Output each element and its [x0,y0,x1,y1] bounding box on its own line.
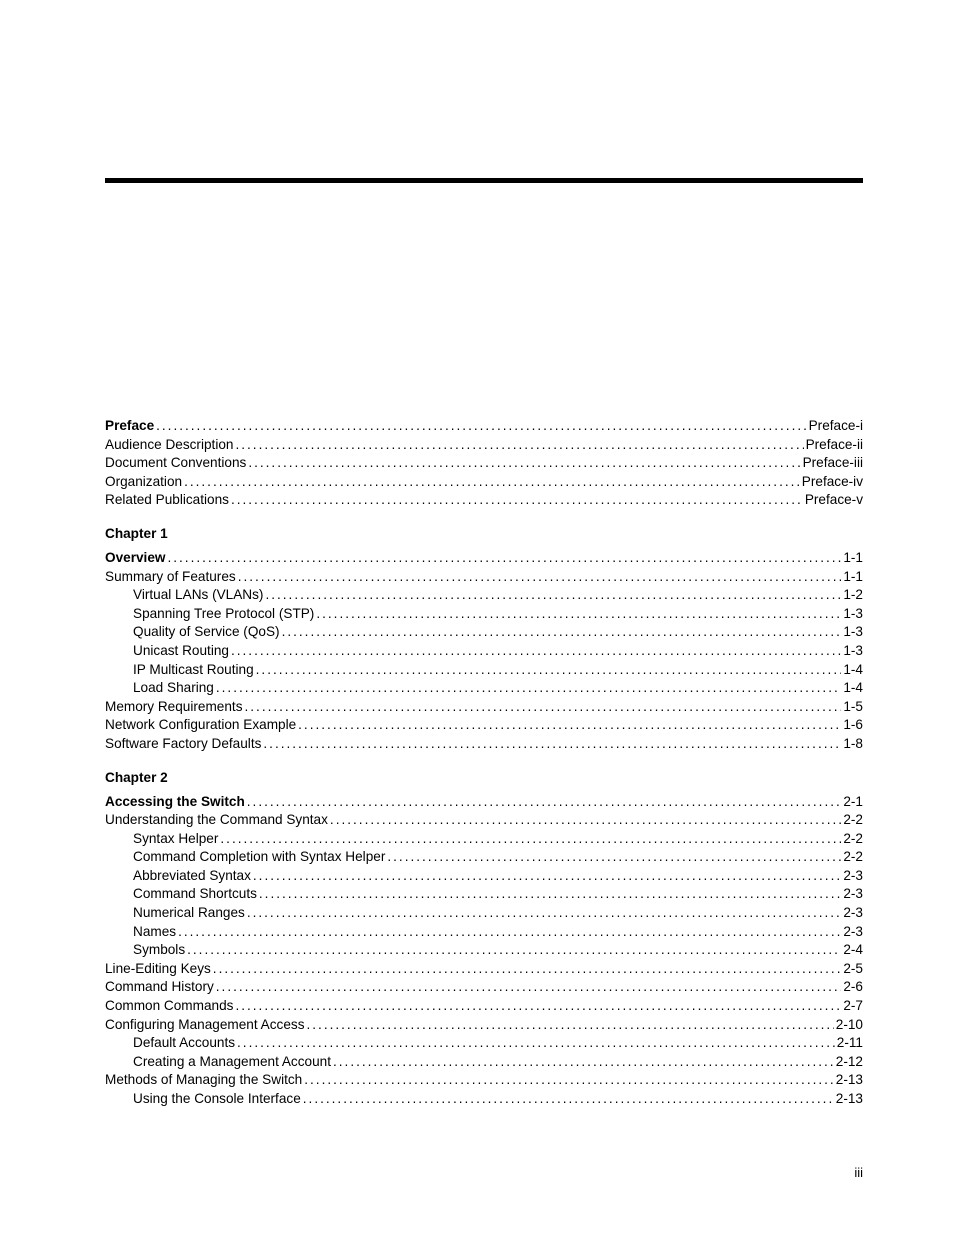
toc-entry[interactable] [105,997,863,1016]
toc-entry[interactable] [105,454,863,473]
toc-entry[interactable] [105,735,863,754]
dot-leader [167,549,841,568]
toc-entry[interactable] [105,960,863,979]
toc-entry-label: Common Commands [105,998,234,1014]
top-rule [105,178,863,183]
dot-leader [256,661,842,680]
toc-entry[interactable] [105,941,863,960]
dot-leader [248,454,800,473]
toc-entry-page: 2-2 [843,849,863,865]
toc-entry[interactable] [105,848,863,867]
toc-entry-label: Spanning Tree Protocol (STP) [133,605,315,621]
dot-leader [330,811,841,830]
toc-entry-page: 1-3 [843,624,863,640]
toc-entry-page: 2-12 [835,1053,863,1069]
toc-entry-page: Preface-i [808,418,863,433]
toc-entry-page: 2-2 [843,830,863,846]
toc-entry-page: 1-3 [843,605,863,621]
toc-entry[interactable] [105,436,863,455]
toc-entry[interactable] [105,623,863,642]
chapter-heading: Chapter 2 [105,769,168,785]
toc-entry[interactable] [105,491,863,510]
dot-leader [184,473,800,492]
toc-entry-label: Using the Console Interface [133,1091,301,1106]
toc-entry-label: Overview [105,549,166,565]
toc-entry[interactable] [105,605,863,624]
toc-entry-label: Software Factory Defaults [105,735,262,751]
dot-leader [231,642,841,661]
dot-leader [247,793,842,812]
toc-entry[interactable] [105,586,863,605]
toc-entry-page: 2-4 [843,942,863,958]
toc-entry[interactable] [105,830,863,849]
toc-entry-label: Methods of Managing the Switch [105,1072,303,1088]
dot-leader [216,978,842,997]
dot-leader [263,735,841,754]
dot-leader [235,436,803,455]
toc-entry-page: 1-1 [843,568,863,584]
toc-entry-label: Audience Description [105,436,234,452]
toc-entry-label: Accessing the Switch [105,793,245,809]
toc-entry-page: 2-3 [843,886,863,902]
section-spacer [105,754,863,769]
toc-entry-page: 1-8 [843,735,863,751]
toc-entry[interactable] [105,642,863,661]
toc-entry-page: 1-4 [843,680,863,696]
toc-entry-label: Load Sharing [133,680,214,696]
toc-entry-page: Preface-v [804,492,863,508]
dot-leader [216,679,841,698]
toc-entry[interactable] [105,473,863,492]
toc-entry-page: 2-7 [843,998,863,1014]
dot-leader [265,586,841,605]
toc-entry-label: Abbreviated Syntax [133,867,251,883]
toc-entry[interactable] [105,923,863,942]
toc-entry-page: Preface-iii [802,455,863,471]
dot-leader [304,1071,834,1090]
toc-entry[interactable] [105,716,863,735]
chapter-heading: Chapter 1 [105,525,168,541]
toc-entry[interactable] [105,867,863,886]
toc-entry-label: Command Shortcuts [133,886,257,902]
page-number: iii [854,1165,863,1180]
toc-entry-page: 2-3 [843,905,863,921]
toc-entry[interactable] [105,978,863,997]
toc-entry-page: 2-3 [843,923,863,939]
toc-entry-page: 1-2 [843,587,863,603]
toc-entry-page: Preface-ii [805,436,863,452]
toc-entry-page: 1-5 [843,698,863,714]
dot-leader [282,623,842,642]
toc-entry-page: 2-1 [843,793,863,809]
toc-entry-label: Line-Editing Keys [105,960,211,976]
section-spacer [105,510,863,525]
toc-entry-label: Related Publications [105,492,229,508]
dot-leader [298,716,841,735]
toc-entry-label: Virtual LANs (VLANs) [133,587,264,603]
toc-entry[interactable] [105,1016,863,1035]
toc-entry-page: 2-6 [843,979,863,995]
toc-entry-page: 2-13 [835,1091,863,1106]
toc-entry[interactable] [105,661,863,680]
dot-leader [178,923,841,942]
dot-leader [259,885,841,904]
toc-entry[interactable] [105,885,863,904]
dot-leader [235,997,841,1016]
dot-leader [303,1090,834,1109]
dot-leader [333,1053,834,1072]
dot-leader [316,605,841,624]
toc-entry[interactable] [105,811,863,830]
toc-entry-label: Syntax Helper [133,830,219,846]
dot-leader [307,1016,834,1035]
toc-entry[interactable] [105,417,863,436]
toc-entry-label: Numerical Ranges [133,905,245,921]
dot-leader [213,960,842,979]
front-matter-section [105,417,863,510]
toc-entry-label: Summary of Features [105,568,236,584]
toc-entry-label: Unicast Routing [133,642,229,658]
dot-leader [253,867,841,886]
toc-entry-label: Understanding the Command Syntax [105,812,328,828]
toc-entry[interactable] [105,568,863,587]
toc-entry[interactable] [105,549,863,568]
table-of-contents [105,417,863,1109]
toc-entry-label: IP Multicast Routing [133,661,254,677]
toc-entry[interactable] [105,1034,863,1053]
dot-leader [187,941,841,960]
toc-entry-label: Command Completion with Syntax Helper [133,849,386,865]
dot-leader [237,1034,835,1053]
toc-entry[interactable] [105,904,863,923]
toc-entry-label: Organization [105,473,183,489]
toc-entry[interactable] [105,698,863,717]
toc-entry-label: Document Conventions [105,455,247,471]
toc-entry-page: 2-13 [835,1072,863,1088]
dot-leader [220,830,841,849]
toc-entry-label: Creating a Management Account [133,1053,331,1069]
dot-leader [156,417,806,436]
dot-leader [247,904,842,923]
dot-leader [238,568,842,587]
toc-entry-page: Preface-iv [801,473,863,489]
toc-entry[interactable] [105,1053,863,1072]
toc-entry-page: 1-1 [843,549,863,565]
toc-entry-page: 1-4 [843,661,863,677]
dot-leader [387,848,841,867]
toc-entry-page: 2-2 [843,812,863,828]
toc-entry-page: 1-3 [843,642,863,658]
toc-entry[interactable] [105,1071,863,1090]
toc-entry-page: 2-3 [843,867,863,883]
toc-entry-label: Quality of Service (QoS) [133,624,280,640]
toc-entry-label: Names [133,923,177,939]
toc-entry-page: 1-6 [843,717,863,733]
toc-entry-label: Configuring Management Access [105,1016,305,1032]
toc-entry-label: Command History [105,979,214,995]
toc-entry[interactable] [105,1090,863,1109]
toc-entry-label: Network Configuration Example [105,717,297,733]
chapters-container [105,510,863,1109]
dot-leader [231,491,803,510]
toc-entry-page: 2-10 [835,1016,863,1032]
toc-entry-label: Symbols [133,942,186,958]
toc-entry-label: Preface [105,418,155,433]
toc-entry-page: 2-11 [836,1035,863,1051]
toc-entry[interactable] [105,793,863,812]
toc-entry-label: Default Accounts [133,1035,236,1051]
dot-leader [245,698,842,717]
toc-entry-label: Memory Requirements [105,698,243,714]
toc-entry[interactable] [105,679,863,698]
toc-entry-page: 2-5 [843,960,863,976]
